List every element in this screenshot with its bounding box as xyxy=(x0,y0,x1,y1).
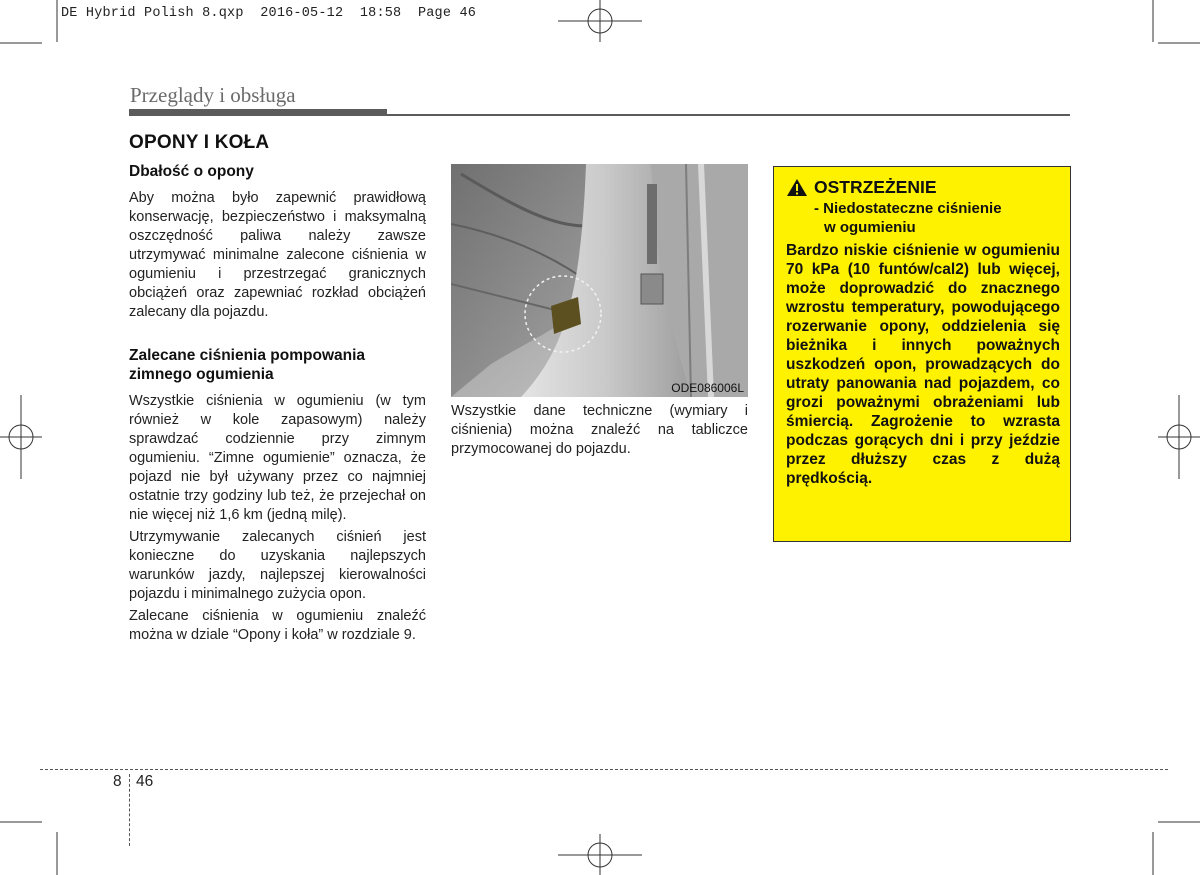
tire-label-photo xyxy=(451,164,748,397)
paragraph-tire-care: Aby można było zapewnić prawidłową konserwację, bezpieczeństwo i maksymalną oszczędność paliwa należy zawsze utrzymywać minimalne zalecone ciśnienia w ogumieniu i przestrzegać granicznych obciążeń oraz zapewniać rozkład obciążeń zalecany dla pojazdu. xyxy=(129,190,426,320)
paragraph-pressure-reference: Zalecane ciśnienia w ogumieniu znaleźć można w dziale “Opony i koła” w rozdziale 9. xyxy=(129,608,426,643)
print-slug: DE Hybrid Polish 8.qxp 2016-05-12 18:58 Page 46 xyxy=(61,6,477,21)
warning-box xyxy=(773,166,1071,542)
subheading-tire-care: Dbałość o opony xyxy=(129,163,254,180)
header-rule-thick xyxy=(129,109,387,116)
warning-header xyxy=(786,177,1060,198)
image-code: ODE086006L xyxy=(671,381,744,395)
warning-subtitle-line1: - Niedostateczne ciśnienie xyxy=(814,200,1002,217)
chapter-heading: OPONY I KOŁA xyxy=(129,132,270,153)
page-number: 46 xyxy=(136,773,154,790)
paragraph-cold-tires: Wszystkie ciśnienia w ogumieniu (w tym również w kole zapasowym) należy sprawdzać codziennie przy zimnym ogumieniu. “Zimne ogumienie” oznacza, że pojazd nie był używany przez co najmniej ostatnie trzy godziny lub też, że przejechał on nie więcej niż 1,6 km (jedną milę). xyxy=(129,393,426,523)
footer-vertical-divider xyxy=(129,774,130,846)
warning-triangle-icon xyxy=(786,178,808,197)
header-rule-thin xyxy=(387,114,1070,116)
subheading-cold-pressure: Zalecane ciśnienia pompowania zimnego ogumienia xyxy=(129,347,366,383)
footer-divider xyxy=(40,769,1168,770)
photo-caption: Wszystkie dane techniczne (wymiary i ciśnienia) można znaleźć na tabliczce przymocowanej do pojazdu. xyxy=(451,403,748,457)
warning-subtitle xyxy=(814,199,1060,237)
warning-title: OSTRZEŻENIE xyxy=(814,177,937,197)
chapter-number: 8 xyxy=(113,773,122,790)
section-title: Przeglądy i obsługa xyxy=(130,83,296,107)
door-pillar-illustration xyxy=(451,164,748,397)
warning-subtitle-line2: w ogumieniu xyxy=(824,219,916,236)
paragraph-maintaining-pressure: Utrzymywanie zalecanych ciśnień jest konieczne do uzyskania najlepszych warunków jazdy, najlepszej kierowalności pojazdu i minimalnego zużycia opon. xyxy=(129,529,426,602)
column-left xyxy=(129,162,426,648)
warning-body: Bardzo niskie ciśnienie w ogumieniu 70 kPa (10 funtów/cal2) lub więcej, może doprowadzić do znacznego wzrostu temperatury, powodującego rozerwanie opony, oddzielenia się bieżnika i innych poważnych uszkodzeń opon, prowadzących do utraty panowania nad pojazdem, co grozi poważnymi obrażeniami lub śmiercią. Zagrożenie to wzrasta podczas gorących dni i przy jeździe przez dłuższy czas z dużą prędkością. xyxy=(786,242,1060,487)
